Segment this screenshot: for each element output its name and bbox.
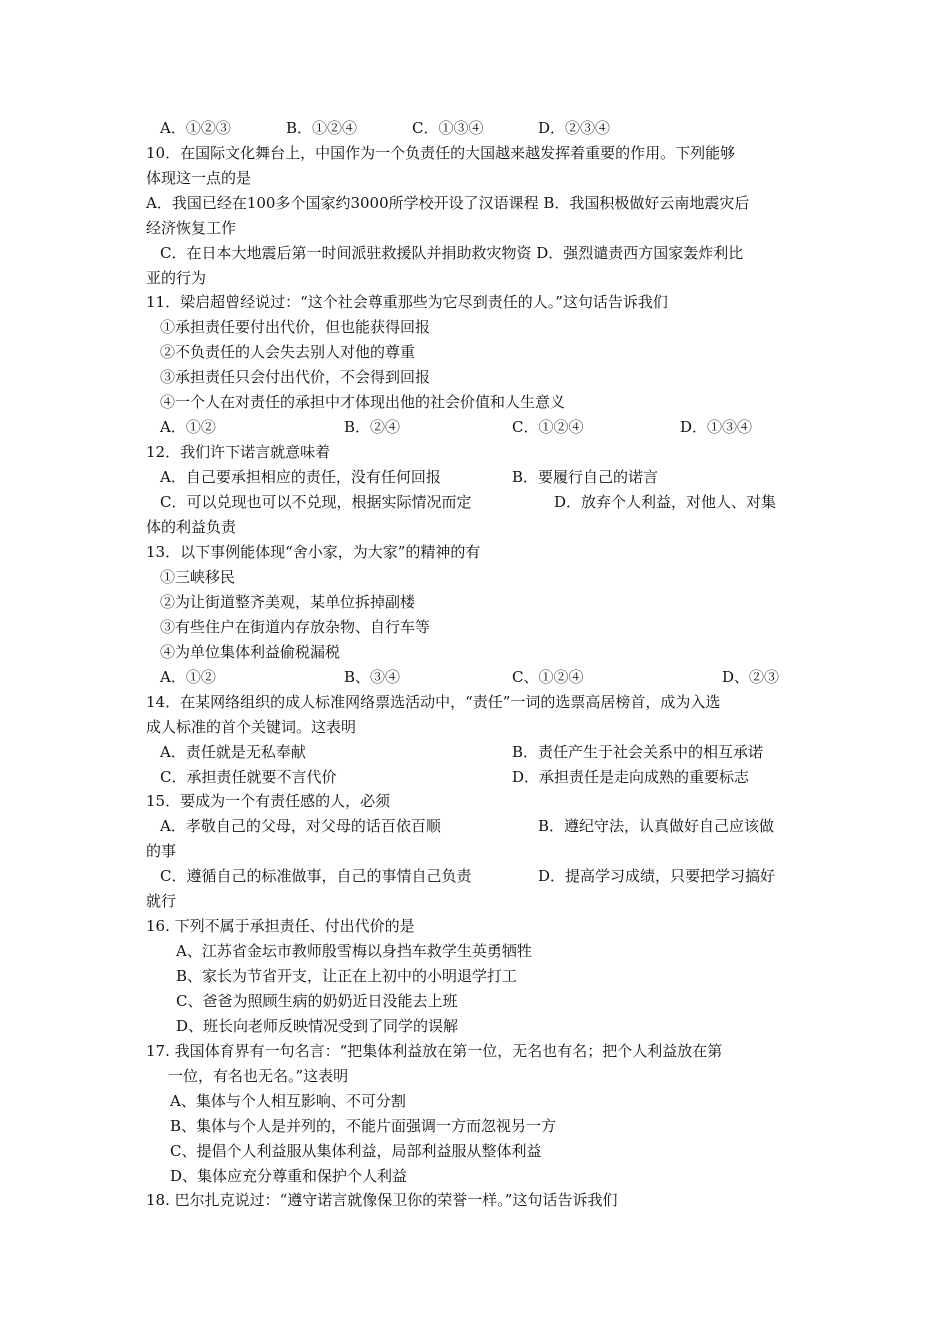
- text-line: 一位，有名也无名。”这表明: [168, 1067, 349, 1085]
- text-line: ①三峡移民: [160, 568, 236, 586]
- text-line: 体现这一点的是: [146, 169, 252, 187]
- text-line: B．②④: [344, 418, 401, 436]
- text-line: ④一个人在对责任的承担中才体现出他的社会价值和人生意义: [160, 393, 566, 411]
- text-line: C．可以兑现也可以不兑现，根据实际情况而定: [160, 493, 472, 511]
- text-line: A．我国已经在100多个国家约3000所学校开设了汉语课程 B．我国积极做好云南地震灾后: [146, 194, 750, 212]
- text-line: A、江苏省金坛市教师殷雪梅以身挡车救学生英勇牺牲: [176, 942, 532, 960]
- text-line: B、③④: [344, 668, 401, 686]
- text-line: ①承担责任要付出代价，但也能获得回报: [160, 318, 431, 336]
- text-line: A．责任就是无私奉献: [160, 743, 306, 761]
- text-line: ④为单位集体利益偷税漏税: [160, 643, 341, 661]
- text-line: A、集体与个人相互影响、不可分割: [170, 1092, 406, 1110]
- text-line: 17. 我国体育界有一句名言：“把集体利益放在第一位，无名也有名；把个人利益放在第: [146, 1042, 723, 1060]
- text-line: B．要履行自己的诺言: [512, 468, 659, 486]
- text-line: 11．梁启超曾经说过：“这个社会尊重那些为它尽到责任的人。”这句话告诉我们: [146, 293, 668, 311]
- text-line: A．自己要承担相应的责任，没有任何回报: [160, 468, 441, 486]
- text-line: D．放弃个人利益，对他人、对集: [554, 493, 777, 511]
- text-line: B．责任产生于社会关系中的相互承诺: [512, 743, 764, 761]
- text-line: C．在日本大地震后第一时间派驻救援队并捐助救灾物资 D．强烈谴责西方国家轰炸利比: [160, 244, 744, 262]
- text-line: A．孝敬自己的父母，对父母的话百依百顺: [160, 817, 441, 835]
- text-line: C．承担责任就要不言代价: [160, 768, 337, 786]
- text-line: 就行: [146, 892, 177, 910]
- text-line: ②为让街道整齐美观，某单位拆掉副楼: [160, 593, 416, 611]
- text-line: B．①②④: [286, 119, 358, 137]
- text-line: 10．在国际文化舞台上，中国作为一个负责任的大国越来越发挥着重要的作用。下列能够: [146, 144, 736, 162]
- text-line: A．①②③: [160, 119, 231, 137]
- text-line: 的事: [146, 842, 177, 860]
- text-line: C、提倡个人利益服从集体利益，局部利益服从整体利益: [170, 1142, 542, 1160]
- text-line: D．提高学习成绩，只要把学习搞好: [538, 867, 776, 885]
- text-line: ②不负责任的人会失去别人对他的尊重: [160, 343, 416, 361]
- text-line: 体的利益负责: [146, 518, 237, 536]
- text-line: C．遵循自己的标准做事，自己的事情自己负责: [160, 867, 472, 885]
- text-line: 14．在某网络组织的成人标准网络票选活动中，“责任”一词的选票高居榜首，成为入选: [146, 693, 721, 711]
- text-line: B．遵纪守法，认真做好自己应该做: [538, 817, 775, 835]
- text-line: ③承担责任只会付出代价，不会得到回报: [160, 368, 431, 386]
- text-line: C、爸爸为照顾生病的奶奶近日没能去上班: [176, 992, 458, 1010]
- text-line: 13．以下事例能体现“舍小家，为大家”的精神的有: [146, 543, 481, 561]
- text-line: B、集体与个人是并列的，不能片面强调一方而忽视另一方: [170, 1117, 557, 1135]
- text-line: A．①②: [160, 418, 216, 436]
- text-line: 亚的行为: [146, 269, 207, 287]
- text-line: 经济恢复工作: [146, 219, 237, 237]
- text-line: D．②③④: [538, 119, 611, 137]
- text-line: 12．我们许下诺言就意味着: [146, 443, 331, 461]
- text-line: A．①②: [160, 668, 216, 686]
- text-line: 18. 巴尔扎克说过：“遵守诺言就像保卫你的荣誉一样。”这句话告诉我们: [146, 1191, 618, 1209]
- text-line: 15．要成为一个有责任感的人，必须: [146, 792, 391, 810]
- text-line: D、班长向老师反映情况受到了同学的误解: [176, 1017, 459, 1035]
- text-line: D、②③: [722, 668, 780, 686]
- text-line: 16. 下列不属于承担责任、付出代价的是: [146, 917, 415, 935]
- text-line: C．①②④: [512, 418, 584, 436]
- text-line: D．承担责任是走向成熟的重要标志: [512, 768, 750, 786]
- text-line: D．①③④: [680, 418, 753, 436]
- text-line: C、①②④: [512, 668, 584, 686]
- text-line: B、家长为节省开支，让正在上初中的小明退学打工: [176, 967, 518, 985]
- text-line: 成人标准的首个关键词。这表明: [146, 718, 357, 736]
- text-line: ③有些住户在街道内存放杂物、自行车等: [160, 618, 431, 636]
- text-line: D、集体应充分尊重和保护个人利益: [170, 1167, 408, 1185]
- text-line: C．①③④: [412, 119, 484, 137]
